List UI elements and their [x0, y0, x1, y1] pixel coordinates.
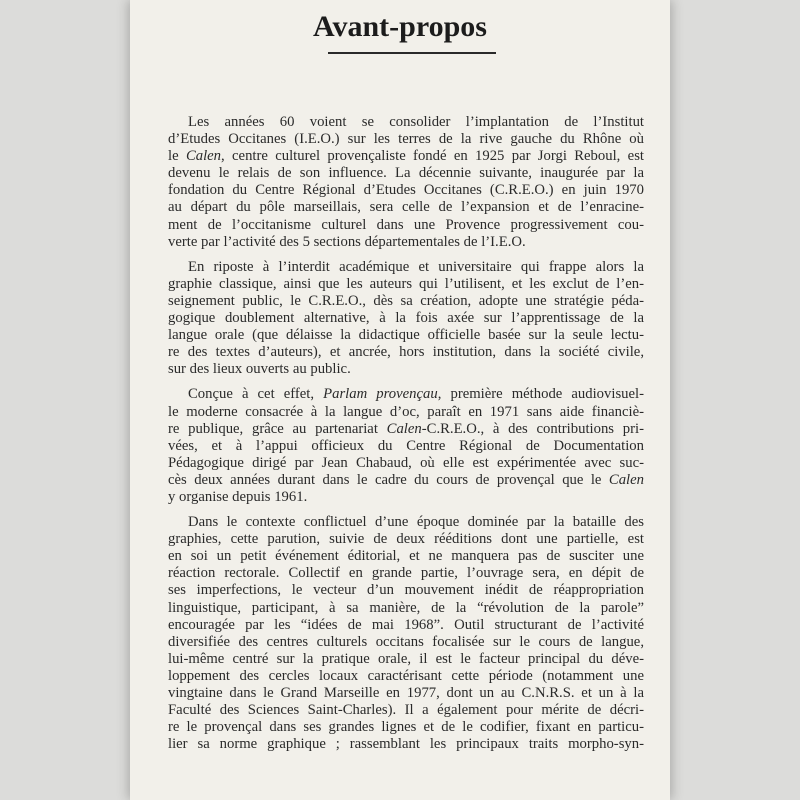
text-line: cès deux années durant dans le cadre du cours de provençal que le Calen	[168, 471, 644, 488]
text-line: lui-même centré sur la pratique orale, il est le facteur principal du déve-	[168, 650, 644, 667]
text-line: Dans le contexte conflictuel d’une époque dominée par la bataille des	[188, 514, 644, 531]
book-page	[130, 0, 670, 800]
paragraph	[168, 386, 644, 506]
text-line: sur des lieux ouverts au public.	[168, 361, 351, 378]
page-title: Avant-propos	[313, 10, 487, 43]
text-line: loppement des cercles locaux caractérisant cette période (notamment une	[168, 667, 644, 684]
text-line: vées, et à l’appui officieux du Centre Régional de Documentation	[168, 437, 644, 454]
text-line: le moderne consacrée à la langue d’oc, paraît en 1971 sans aide financiè-	[168, 403, 644, 420]
text-line: seignement public, le C.R.E.O., dès sa création, adopte une stratégie péda-	[168, 292, 644, 309]
text-line: re publique, grâce au partenariat Calen-C.R.E.O., à des contributions pri-	[168, 420, 644, 437]
text-line: diversifiée des centres culturels occitans focalisée sur le cours de langue,	[168, 633, 644, 650]
text-line: En riposte à l’interdit académique et universitaire qui frappe alors la	[188, 258, 644, 275]
text-line: en soi un petit événement éditorial, et ne manquera pas de susciter une	[168, 548, 644, 565]
text-line: vingtaine dans le Grand Marseille en 1977, dont un au C.N.R.S. et un à la	[168, 685, 644, 701]
paragraph	[168, 514, 644, 753]
text-line: Les années 60 voient se consolider l’implantation de l’Institut	[188, 114, 644, 130]
text-line: langue orale (que délaisse la didactique officielle basée sur la seule lectu-	[168, 327, 644, 344]
text-line: re des textes d’auteurs), et ancrée, hors institution, dans la société civile,	[168, 344, 644, 361]
text-line: verte par l’activité des 5 sections départementales de l’I.E.O.	[168, 233, 526, 250]
paragraph	[168, 114, 644, 251]
paragraph	[168, 259, 644, 379]
text-line: encouragée par les “idées de mai 1968”. Outil structurant de l’activité	[168, 616, 644, 633]
text-line: re le provençal dans ses grandes lignes et de le codifier, fixant en particu-	[168, 719, 644, 736]
text-line: Pédagogique dirigé par Jean Chabaud, où elle est expérimentée avec suc-	[168, 454, 644, 471]
text-line: graphies, cette parution, suivie de deux rééditions dont une partielle, est	[168, 531, 644, 548]
text-line: au départ du pôle marseillais, sera celle de l’expansion et de l’enracine-	[168, 199, 644, 216]
text-line: Faculté des Sciences Saint-Charles). Il a également pour mérite de décri-	[168, 702, 644, 719]
text-line: lier sa norme graphique ; rassemblant les principaux traits morpho-syn-	[168, 736, 644, 753]
text-line: devenu le relais de son influence. La décennie suivante, inaugurée par la	[168, 165, 644, 182]
text-line: linguistique, participant, à sa manière, de la “révolution de la parole”	[168, 599, 644, 616]
text-line: réaction rectorale. Collectif en grande partie, l’ouvrage sera, en dépit de	[168, 565, 644, 582]
text-line: le Calen, centre culturel provençaliste fondé en 1925 par Jorgi Reboul, est	[168, 148, 644, 165]
text-line: d’Etudes Occitanes (I.E.O.) sur les terres de la rive gauche du Rhône où	[168, 131, 644, 148]
text-line: ment de l’occitanisme culturel dans une Provence progressivement cou-	[168, 216, 644, 233]
title-underline	[328, 52, 496, 54]
text-line: gogique doublement alternative, à la fois axée sur l’apprentissage de la	[168, 310, 644, 327]
text-line: y organise depuis 1961.	[168, 488, 308, 505]
text-line: Conçue à cet effet, Parlam provençau, première méthode audiovisuel-	[188, 386, 644, 403]
body-text	[168, 114, 644, 753]
text-line: graphie classique, ainsi que les auteurs qui l’utilisent, et les exclut de l’en-	[168, 275, 644, 292]
text-line: fondation du Centre Régional d’Etudes Occitanes (C.R.E.O.) en juin 1970	[168, 182, 644, 199]
text-line: ses imperfections, le vecteur d’un mouvement inédit de réappropriation	[168, 582, 644, 599]
